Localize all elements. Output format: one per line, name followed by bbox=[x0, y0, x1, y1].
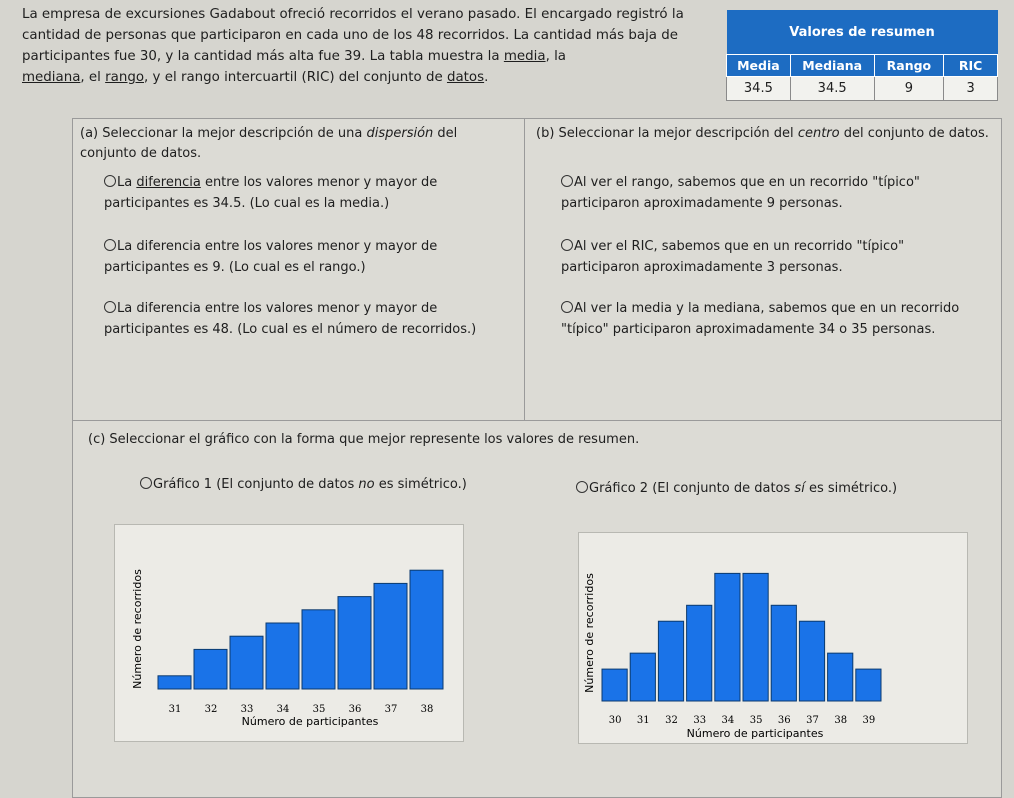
chart-1-tick-32: 32 bbox=[204, 704, 218, 715]
chart-2-ylabel: Número de recorridos bbox=[583, 573, 596, 693]
option-a1-pre: La bbox=[117, 175, 137, 190]
question-a-em: dispersión bbox=[366, 126, 434, 141]
rango-link[interactable]: rango bbox=[105, 70, 145, 85]
chart-2-xlabel: Número de participantes bbox=[686, 727, 824, 740]
intro-text-2: , la bbox=[545, 49, 567, 64]
chart-1-bar-32 bbox=[194, 649, 227, 689]
chart-2-tick-34: 34 bbox=[721, 715, 735, 726]
option-a1[interactable] bbox=[104, 172, 514, 214]
chart-2-panel[interactable] bbox=[578, 532, 968, 744]
question-a-suffix: del conjunto de datos. bbox=[80, 126, 458, 161]
chart-2-tick-30: 30 bbox=[608, 715, 622, 726]
radio-b1[interactable] bbox=[561, 175, 573, 187]
chart-2-tick-37: 37 bbox=[806, 715, 819, 726]
option-c2-pre: Gráfico 2 (El conjunto de datos bbox=[589, 481, 795, 496]
intro-text-3: , el bbox=[80, 70, 106, 85]
chart-1-bar-31 bbox=[158, 676, 191, 689]
chart-2-tick-32: 32 bbox=[665, 715, 678, 726]
chart-1-tick-33: 33 bbox=[240, 704, 254, 715]
chart-2-bar-32 bbox=[658, 621, 683, 701]
chart-1-tick-38: 38 bbox=[420, 704, 434, 715]
chart-2-bar-33 bbox=[687, 605, 712, 701]
radio-a1[interactable] bbox=[104, 175, 116, 187]
chart-2-bar-34 bbox=[715, 573, 740, 701]
chart-1-xlabel: Número de participantes bbox=[241, 715, 379, 728]
option-c1-pre: Gráfico 1 (El conjunto de datos bbox=[153, 477, 359, 492]
divider-vertical bbox=[524, 118, 525, 420]
value-rango: 9 bbox=[874, 76, 944, 100]
radio-a3[interactable] bbox=[104, 301, 116, 313]
option-b1[interactable] bbox=[561, 172, 961, 214]
chart-2 bbox=[579, 533, 969, 745]
chart-1-ylabel: Número de recorridos bbox=[131, 569, 144, 689]
option-b2-text: Al ver el RIC, sabemos que en un recorrido "típico" participaron aproximadamente 3 personas. bbox=[561, 239, 905, 275]
option-b3[interactable] bbox=[561, 298, 971, 340]
question-b-prefix: (b) Seleccionar la mejor descripción del bbox=[536, 126, 798, 141]
radio-b2[interactable] bbox=[561, 239, 573, 251]
option-a2-text: La diferencia entre los valores menor y mayor de participantes es 9. (Lo cual es el rango.) bbox=[104, 239, 438, 275]
value-ric: 3 bbox=[944, 76, 998, 100]
header-media: Media bbox=[727, 54, 791, 76]
chart-2-tick-31: 31 bbox=[636, 715, 650, 726]
intro-text-4: , y el rango intercuartil (RIC) del conjunto de bbox=[144, 70, 447, 85]
chart-2-bar-38 bbox=[828, 653, 853, 701]
question-c: (c) Seleccionar el gráfico con la forma que mejor represente los valores de resumen. bbox=[88, 432, 640, 447]
question-a bbox=[80, 124, 510, 164]
intro-text-5: . bbox=[484, 70, 489, 85]
chart-1-bar-35 bbox=[302, 610, 335, 689]
summary-table bbox=[726, 10, 998, 101]
question-a-prefix: (a) Seleccionar la mejor descripción de una bbox=[80, 126, 367, 141]
option-b1-text: Al ver el rango, sabemos que en un recorrido "típico" participaron aproximadamente 9 personas. bbox=[561, 175, 920, 211]
media-link[interactable]: media bbox=[503, 49, 546, 64]
option-a3[interactable] bbox=[104, 298, 524, 340]
intro-text-1: La empresa de excursiones Gadabout ofreció recorridos el verano pasado. El encargado registró la cantidad de personas que participaron en cada uno de los 48 recorridos. La cantidad más baja de participantes fue 30, y la cantidad más alta fue 39. La tabla muestra la bbox=[22, 7, 684, 64]
chart-1-bar-33 bbox=[230, 636, 263, 689]
header-rango: Rango bbox=[874, 54, 944, 76]
diferencia-link[interactable]: diferencia bbox=[136, 175, 201, 190]
radio-c1[interactable] bbox=[140, 477, 152, 489]
chart-2-bar-30 bbox=[602, 669, 627, 701]
chart-1-panel[interactable] bbox=[114, 524, 464, 742]
chart-2-tick-38: 38 bbox=[834, 715, 848, 726]
option-c2[interactable] bbox=[576, 478, 976, 499]
chart-2-tick-33: 33 bbox=[693, 715, 707, 726]
chart-2-bar-35 bbox=[743, 573, 768, 701]
chart-1-tick-31: 31 bbox=[168, 704, 182, 715]
header-mediana: Mediana bbox=[790, 54, 874, 76]
value-mediana: 34.5 bbox=[790, 76, 874, 100]
chart-1-tick-37: 37 bbox=[384, 704, 398, 715]
header-ric: RIC bbox=[944, 54, 998, 76]
chart-2-bar-37 bbox=[799, 621, 824, 701]
radio-b3[interactable] bbox=[561, 301, 573, 313]
option-b3-text: Al ver la media y la mediana, sabemos que en un recorrido "típico" participaron aproximadamente 34 o 35 personas. bbox=[561, 301, 960, 337]
mediana-link[interactable]: mediana bbox=[22, 70, 81, 85]
option-c2-post: es simétrico.) bbox=[804, 481, 898, 496]
chart-2-bar-39 bbox=[856, 669, 881, 701]
chart-1 bbox=[115, 525, 465, 743]
chart-2-bar-31 bbox=[630, 653, 655, 701]
option-a1-post: entre los valores menor y mayor de participantes es 34.5. (Lo cual es la media.) bbox=[104, 175, 438, 211]
question-b-suffix: del conjunto de datos. bbox=[839, 126, 989, 141]
question-b bbox=[536, 124, 991, 144]
chart-2-tick-39: 39 bbox=[862, 715, 876, 726]
summary-table-title: Valores de resumen bbox=[727, 10, 998, 54]
radio-c2[interactable] bbox=[576, 481, 588, 493]
option-c1[interactable] bbox=[140, 474, 470, 495]
option-c1-post: es simétrico.) bbox=[374, 477, 467, 492]
intro-paragraph bbox=[22, 4, 712, 88]
chart-1-bar-36 bbox=[338, 597, 371, 689]
chart-1-tick-35: 35 bbox=[312, 704, 326, 715]
radio-a2[interactable] bbox=[104, 239, 116, 251]
option-c1-em: no bbox=[358, 477, 375, 492]
chart-2-bar-36 bbox=[771, 605, 796, 701]
option-a3-text: La diferencia entre los valores menor y mayor de participantes es 48. (Lo cual es el número de recorridos.) bbox=[104, 301, 477, 337]
chart-1-bar-37 bbox=[374, 583, 407, 689]
chart-2-tick-36: 36 bbox=[777, 715, 791, 726]
chart-1-tick-34: 34 bbox=[276, 704, 290, 715]
option-b2[interactable] bbox=[561, 236, 961, 278]
chart-1-bar-34 bbox=[266, 623, 299, 689]
question-b-em: centro bbox=[797, 126, 840, 141]
chart-2-tick-35: 35 bbox=[749, 715, 763, 726]
chart-1-tick-36: 36 bbox=[348, 704, 362, 715]
value-media: 34.5 bbox=[727, 76, 791, 100]
chart-1-bar-38 bbox=[410, 570, 443, 689]
option-a2[interactable] bbox=[104, 236, 504, 278]
datos-link[interactable]: datos bbox=[446, 70, 485, 85]
divider-horizontal bbox=[72, 420, 1002, 421]
option-c2-em: sí bbox=[794, 481, 805, 496]
